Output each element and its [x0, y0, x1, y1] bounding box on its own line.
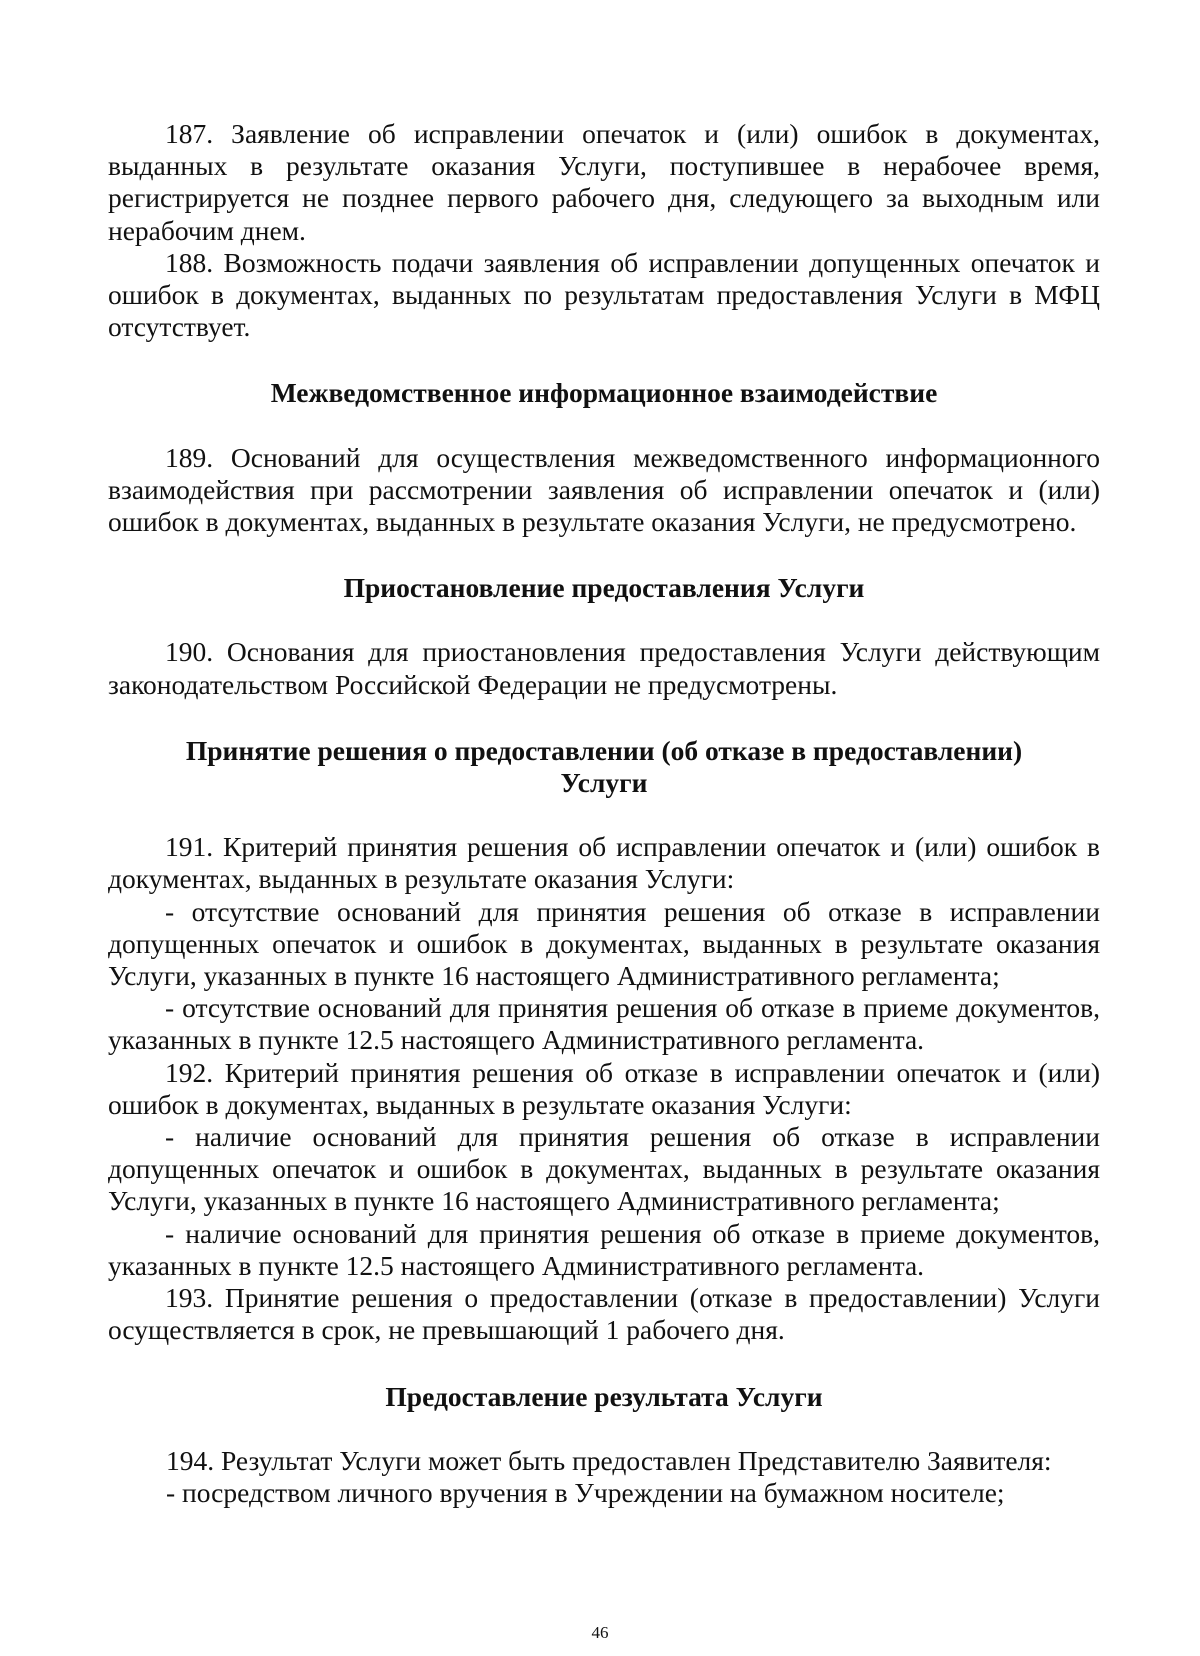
heading-suspension: Приостановление предоставления Услуги — [343, 572, 865, 604]
paragraph-189: 189. Оснований для осуществления межведомственного информационного взаимодействия при рассмотрении заявления об исправлении опечаток и (или) ошибок в документах, выданных в результате оказания Услуги, не предусмотрено. — [108, 441, 1100, 538]
paragraph-190: 190. Основания для приостановления предоставления Услуги действующим законодательством Российской Федерации не предусмотрены. — [108, 636, 1100, 700]
paragraph-194-item-a: - посредством личного вручения в Учреждении на бумажном носителе; — [166, 1476, 1005, 1508]
paragraph-187: 187. Заявление об исправлении опечаток и (или) ошибок в документах, выданных в результате оказания Услуги, поступившее в нерабочее время, регистрируется не позднее первого рабочего дня, следующего за выходным или нерабочим днем. — [108, 118, 1100, 246]
document-body — [108, 118, 1100, 1509]
paragraph-191: 191. Критерий принятия решения об исправлении опечаток и (или) ошибок в документах, выданных в результате оказания Услуги: — [108, 831, 1100, 895]
paragraph-192-item-a: - наличие оснований для принятия решения об отказе в исправлении допущенных опечаток и ошибок в документах, выданных в результате оказания Услуги, указанных в пункте 16 настоящего Административного регламента; — [108, 1121, 1100, 1217]
paragraph-188: 188. Возможность подачи заявления об исправлении допущенных опечаток и ошибок в документах, выданных по результатам предоставления Услуги в МФЦ отсутствует. — [108, 246, 1100, 343]
heading-decision-line-1: Принятие решения о предоставлении (об отказе в предоставлении) — [185, 734, 1023, 766]
paragraph-194: 194. Результат Услуги может быть предоставлен Представителю Заявителя: — [166, 1444, 1052, 1476]
paragraph-191-item-b: - отсутствие оснований для принятия решения об отказе в приеме документов, указанных в пункте 12.5 настоящего Административного регламента. — [108, 992, 1100, 1056]
page-number: 46 — [591, 1623, 609, 1642]
heading-decision-line-2: Услуги — [560, 767, 648, 799]
paragraph-192-item-b: - наличие оснований для принятия решения об отказе в приеме документов, указанных в пункте 12.5 настоящего Административного регламента. — [108, 1217, 1100, 1281]
heading-result-delivery: Предоставление результата Услуги — [385, 1380, 823, 1412]
paragraph-192: 192. Критерий принятия решения об отказе в исправлении опечаток и (или) ошибок в документах, выданных в результате оказания Услуги: — [108, 1056, 1100, 1120]
heading-interagency-interaction: Межведомственное информационное взаимодействие — [270, 377, 938, 409]
paragraph-191-item-a: - отсутствие оснований для принятия решения об отказе в исправлении допущенных опечаток и ошибок в документах, выданных в результате оказания Услуги, указанных в пункте 16 настоящего Административного регламента; — [108, 895, 1100, 992]
paragraph-193: 193. Принятие решения о предоставлении (отказе в предоставлении) Услуги осуществляется в срок, не превышающий 1 рабочего дня. — [108, 1282, 1100, 1346]
